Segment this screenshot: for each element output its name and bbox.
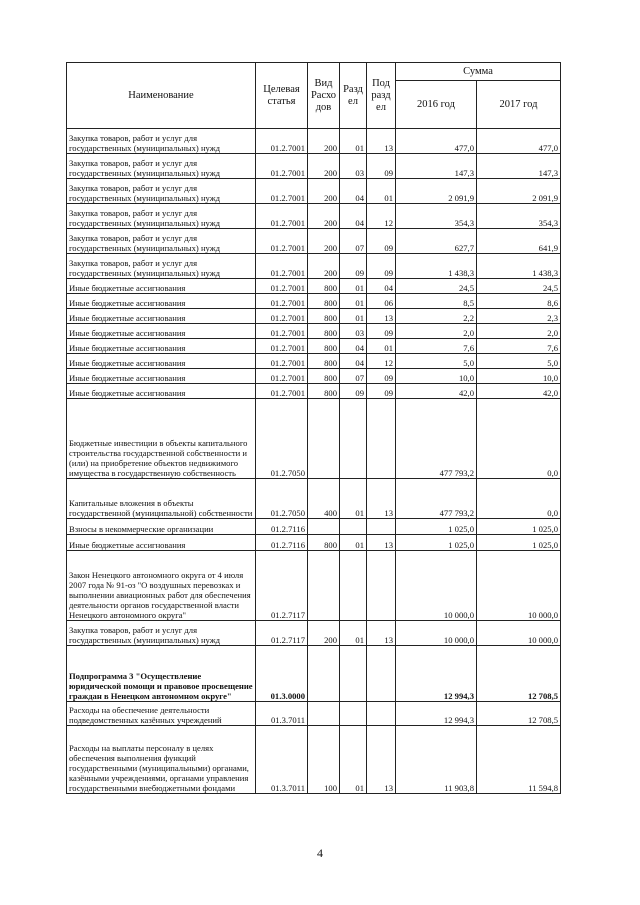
cell-section: 03	[340, 154, 367, 179]
cell-target-article: 01.2.7001	[256, 309, 308, 324]
cell-sum-2017: 1 025,0	[477, 519, 561, 535]
cell-target-article: 01.2.7001	[256, 384, 308, 399]
cell-target-article: 01.2.7001	[256, 354, 308, 369]
cell-target-article: 01.2.7001	[256, 254, 308, 279]
cell-sum-2017: 5,0	[477, 354, 561, 369]
header-name: Наименование	[67, 63, 256, 129]
cell-section: 01	[340, 479, 367, 519]
cell-name: Бюджетные инвестиции в объекты капитального строительства государственной собственности и (или) на приобретение объектов недвижимого имущества в государственную собственность	[67, 399, 256, 479]
cell-subsection: 01	[367, 179, 396, 204]
budget-table-page	[66, 62, 560, 794]
header-sum: Сумма	[396, 63, 561, 81]
cell-sum-2016: 42,0	[396, 384, 477, 399]
cell-target-article: 01.2.7001	[256, 324, 308, 339]
cell-section: 04	[340, 339, 367, 354]
cell-section: 04	[340, 204, 367, 229]
cell-sum-2017: 2 091,9	[477, 179, 561, 204]
table-row	[67, 129, 561, 154]
cell-target-article: 01.2.7050	[256, 399, 308, 479]
cell-expense-type: 800	[308, 339, 340, 354]
cell-name: Расходы на выплаты персоналу в целях обеспечения выполнения функций государственными (муниципальными) органами, казёнными учреждениями, органами управления государственными внебюджетными фондами	[67, 726, 256, 794]
cell-subsection	[367, 519, 396, 535]
cell-name: Иные бюджетные ассигнования	[67, 279, 256, 294]
table-row	[67, 254, 561, 279]
cell-sum-2017: 10,0	[477, 369, 561, 384]
cell-section	[340, 519, 367, 535]
cell-sum-2016: 2,2	[396, 309, 477, 324]
cell-sum-2016: 11 903,8	[396, 726, 477, 794]
table-row	[67, 179, 561, 204]
cell-name: Подпрограмма 3 "Осуществление юридической помощи и правовое просвещение граждан в Ненецком автономном округе"	[67, 646, 256, 702]
cell-sum-2017: 2,0	[477, 324, 561, 339]
cell-sum-2017: 12 708,5	[477, 646, 561, 702]
cell-target-article: 01.2.7117	[256, 621, 308, 646]
cell-section: 07	[340, 229, 367, 254]
cell-target-article: 01.2.7001	[256, 339, 308, 354]
cell-subsection: 13	[367, 621, 396, 646]
table-row	[67, 369, 561, 384]
cell-sum-2016: 10 000,0	[396, 621, 477, 646]
cell-name: Иные бюджетные ассигнования	[67, 535, 256, 551]
cell-name: Иные бюджетные ассигнования	[67, 309, 256, 324]
table-row	[67, 519, 561, 535]
table-row	[67, 204, 561, 229]
cell-section: 04	[340, 179, 367, 204]
cell-sum-2016: 1 025,0	[396, 519, 477, 535]
cell-name: Взносы в некоммерческие организации	[67, 519, 256, 535]
cell-sum-2016: 8,5	[396, 294, 477, 309]
cell-subsection	[367, 399, 396, 479]
cell-sum-2017: 42,0	[477, 384, 561, 399]
cell-target-article: 01.2.7001	[256, 129, 308, 154]
cell-subsection: 09	[367, 369, 396, 384]
header-year-2016: 2016 год	[396, 81, 477, 129]
table-row	[67, 646, 561, 702]
cell-expense-type: 200	[308, 129, 340, 154]
cell-target-article: 01.2.7001	[256, 154, 308, 179]
cell-name: Закон Ненецкого автономного округа от 4 июля 2007 года № 91-оз "О воздушных перевозках и выполнении авиационных работ для обеспечения деятельности органов государственной власти Ненецкого автономного округа"	[67, 551, 256, 621]
cell-expense-type: 800	[308, 324, 340, 339]
cell-sum-2017: 477,0	[477, 129, 561, 154]
cell-name: Иные бюджетные ассигнования	[67, 369, 256, 384]
cell-sum-2016: 627,7	[396, 229, 477, 254]
table-row	[67, 384, 561, 399]
cell-expense-type: 200	[308, 254, 340, 279]
cell-sum-2016: 477,0	[396, 129, 477, 154]
cell-name: Закупка товаров, работ и услуг для государственных (муниципальных) нужд	[67, 204, 256, 229]
page-number: 4	[317, 846, 323, 860]
cell-sum-2017: 1 025,0	[477, 535, 561, 551]
cell-subsection: 09	[367, 324, 396, 339]
cell-subsection: 01	[367, 339, 396, 354]
cell-target-article: 01.2.7001	[256, 279, 308, 294]
cell-subsection: 12	[367, 204, 396, 229]
cell-sum-2017: 10 000,0	[477, 621, 561, 646]
cell-sum-2016: 10,0	[396, 369, 477, 384]
table-row	[67, 294, 561, 309]
cell-expense-type: 800	[308, 294, 340, 309]
header-section: Разд ел	[340, 63, 367, 129]
cell-section: 01	[340, 129, 367, 154]
table-row	[67, 702, 561, 726]
table-row	[67, 479, 561, 519]
cell-section: 09	[340, 254, 367, 279]
cell-expense-type: 800	[308, 535, 340, 551]
cell-section: 01	[340, 535, 367, 551]
cell-sum-2016: 5,0	[396, 354, 477, 369]
cell-section	[340, 551, 367, 621]
cell-subsection	[367, 646, 396, 702]
cell-name: Закупка товаров, работ и услуг для государственных (муниципальных) нужд	[67, 129, 256, 154]
cell-name: Иные бюджетные ассигнования	[67, 384, 256, 399]
cell-section: 01	[340, 726, 367, 794]
cell-expense-type: 800	[308, 384, 340, 399]
cell-sum-2016: 24,5	[396, 279, 477, 294]
header-target-article: Целевая статья	[256, 63, 308, 129]
cell-target-article: 01.2.7001	[256, 229, 308, 254]
cell-sum-2016: 2,0	[396, 324, 477, 339]
table-row	[67, 726, 561, 794]
table-row	[67, 621, 561, 646]
cell-subsection: 09	[367, 154, 396, 179]
cell-subsection: 13	[367, 309, 396, 324]
cell-expense-type: 800	[308, 279, 340, 294]
cell-target-article: 01.2.7001	[256, 369, 308, 384]
cell-sum-2017: 1 438,3	[477, 254, 561, 279]
cell-name: Закупка товаров, работ и услуг для государственных (муниципальных) нужд	[67, 154, 256, 179]
cell-subsection: 09	[367, 254, 396, 279]
cell-section: 07	[340, 369, 367, 384]
table-row	[67, 229, 561, 254]
table-row	[67, 324, 561, 339]
table-row	[67, 339, 561, 354]
cell-sum-2017: 147,3	[477, 154, 561, 179]
cell-sum-2016: 10 000,0	[396, 551, 477, 621]
cell-sum-2017: 11 594,8	[477, 726, 561, 794]
cell-sum-2016: 2 091,9	[396, 179, 477, 204]
cell-target-article: 01.3.0000	[256, 646, 308, 702]
cell-subsection: 09	[367, 384, 396, 399]
cell-expense-type: 200	[308, 621, 340, 646]
cell-name: Капитальные вложения в объекты государственной (муниципальной) собственности	[67, 479, 256, 519]
cell-subsection: 09	[367, 229, 396, 254]
header-expense-type: Вид Расхо дов	[308, 63, 340, 129]
cell-subsection: 13	[367, 726, 396, 794]
table-row	[67, 535, 561, 551]
cell-subsection: 04	[367, 279, 396, 294]
cell-expense-type	[308, 519, 340, 535]
cell-section	[340, 399, 367, 479]
cell-section: 01	[340, 621, 367, 646]
cell-expense-type	[308, 551, 340, 621]
cell-expense-type	[308, 399, 340, 479]
cell-sum-2016: 147,3	[396, 154, 477, 179]
budget-table	[66, 62, 561, 794]
cell-section	[340, 646, 367, 702]
cell-expense-type	[308, 702, 340, 726]
cell-name: Иные бюджетные ассигнования	[67, 354, 256, 369]
cell-sum-2017: 12 708,5	[477, 702, 561, 726]
cell-section	[340, 702, 367, 726]
cell-sum-2016: 12 994,3	[396, 702, 477, 726]
cell-expense-type: 200	[308, 154, 340, 179]
cell-expense-type: 800	[308, 309, 340, 324]
cell-subsection	[367, 702, 396, 726]
cell-section: 01	[340, 279, 367, 294]
cell-sum-2017: 0,0	[477, 479, 561, 519]
cell-target-article: 01.2.7001	[256, 204, 308, 229]
cell-sum-2017: 2,3	[477, 309, 561, 324]
cell-section: 01	[340, 294, 367, 309]
cell-name: Закупка товаров, работ и услуг для государственных (муниципальных) нужд	[67, 254, 256, 279]
cell-sum-2016: 1 438,3	[396, 254, 477, 279]
cell-subsection: 13	[367, 129, 396, 154]
cell-subsection: 12	[367, 354, 396, 369]
cell-target-article: 01.3.7011	[256, 702, 308, 726]
cell-section: 01	[340, 309, 367, 324]
cell-sum-2017: 641,9	[477, 229, 561, 254]
header-subsection: Под разд ел	[367, 63, 396, 129]
cell-sum-2016: 477 793,2	[396, 399, 477, 479]
header-year-2017: 2017 год	[477, 81, 561, 129]
cell-sum-2016: 12 994,3	[396, 646, 477, 702]
cell-subsection: 13	[367, 479, 396, 519]
cell-sum-2016: 7,6	[396, 339, 477, 354]
table-row	[67, 399, 561, 479]
cell-target-article: 01.2.7050	[256, 479, 308, 519]
cell-expense-type	[308, 646, 340, 702]
cell-target-article: 01.2.7001	[256, 179, 308, 204]
table-row	[67, 354, 561, 369]
cell-name: Закупка товаров, работ и услуг для государственных (муниципальных) нужд	[67, 229, 256, 254]
cell-sum-2016: 354,3	[396, 204, 477, 229]
cell-expense-type: 800	[308, 354, 340, 369]
cell-target-article: 01.2.7117	[256, 551, 308, 621]
cell-section: 03	[340, 324, 367, 339]
cell-target-article: 01.2.7001	[256, 294, 308, 309]
cell-sum-2017: 0,0	[477, 399, 561, 479]
cell-sum-2016: 477 793,2	[396, 479, 477, 519]
cell-subsection: 13	[367, 535, 396, 551]
cell-name: Иные бюджетные ассигнования	[67, 294, 256, 309]
cell-subsection	[367, 551, 396, 621]
cell-name: Расходы на обеспечение деятельности подведомственных казённых учреждений	[67, 702, 256, 726]
cell-sum-2017: 10 000,0	[477, 551, 561, 621]
cell-expense-type: 200	[308, 179, 340, 204]
cell-section: 09	[340, 384, 367, 399]
table-row	[67, 551, 561, 621]
cell-target-article: 01.3.7011	[256, 726, 308, 794]
table-row	[67, 279, 561, 294]
cell-sum-2016: 1 025,0	[396, 535, 477, 551]
cell-sum-2017: 8,6	[477, 294, 561, 309]
cell-name: Иные бюджетные ассигнования	[67, 324, 256, 339]
cell-name: Иные бюджетные ассигнования	[67, 339, 256, 354]
cell-expense-type: 200	[308, 229, 340, 254]
cell-name: Закупка товаров, работ и услуг для государственных (муниципальных) нужд	[67, 179, 256, 204]
cell-sum-2017: 24,5	[477, 279, 561, 294]
cell-target-article: 01.2.7116	[256, 535, 308, 551]
header-row-top	[67, 63, 561, 81]
cell-subsection: 06	[367, 294, 396, 309]
cell-sum-2017: 7,6	[477, 339, 561, 354]
cell-expense-type: 200	[308, 204, 340, 229]
cell-expense-type: 800	[308, 369, 340, 384]
cell-expense-type: 100	[308, 726, 340, 794]
cell-name: Закупка товаров, работ и услуг для государственных (муниципальных) нужд	[67, 621, 256, 646]
cell-target-article: 01.2.7116	[256, 519, 308, 535]
table-body	[67, 129, 561, 794]
cell-section: 04	[340, 354, 367, 369]
table-row	[67, 309, 561, 324]
table-row	[67, 154, 561, 179]
cell-expense-type: 400	[308, 479, 340, 519]
cell-sum-2017: 354,3	[477, 204, 561, 229]
